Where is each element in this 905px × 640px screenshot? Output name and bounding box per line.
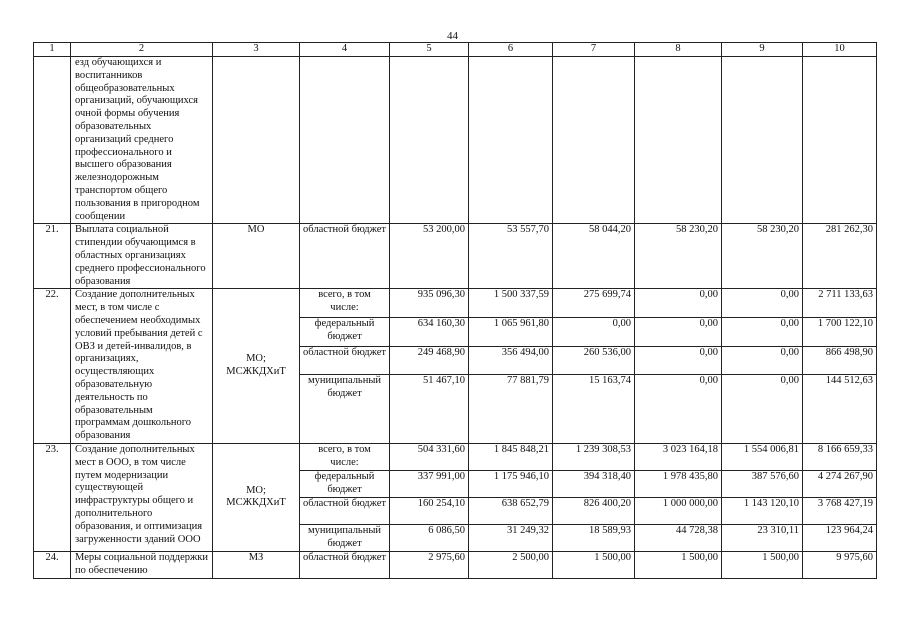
value-cell: 18 589,93	[553, 524, 635, 551]
row-executor: МЗ	[213, 551, 300, 578]
value-cell: 8 166 659,33	[803, 443, 877, 470]
value-cell: 1 500,00	[635, 551, 722, 578]
funding-source: муниципальный бюджет	[300, 524, 390, 551]
value-cell: 1 239 308,53	[553, 443, 635, 470]
value-cell: 2 500,00	[469, 551, 553, 578]
value-cell: 23 310,11	[722, 524, 803, 551]
value-cell: 58 230,20	[635, 224, 722, 289]
value-cell: 634 160,30	[390, 317, 469, 346]
value-cell: 1 000 000,00	[635, 497, 722, 524]
row-description: Создание дополнительных мест в ООО, в том числе путем модернизации существующей инфраструктуры общего и дополнительного образования, и оптимизация загруженности зданий ООО	[71, 443, 213, 551]
value-cell: 1 175 946,10	[469, 470, 553, 497]
value-cell: 9 975,60	[803, 551, 877, 578]
budget-table	[33, 42, 877, 579]
row-number: 24.	[34, 551, 71, 578]
column-header: 1	[34, 43, 71, 57]
column-number-header	[34, 43, 877, 57]
row-description: Выплата социальной стипендии обучающимся в областных организациях среднего профессионального образования	[71, 224, 213, 289]
funding-source: федеральный бюджет	[300, 317, 390, 346]
column-header: 5	[390, 43, 469, 57]
value-cell: 53 200,00	[390, 224, 469, 289]
value-cell: 826 400,20	[553, 497, 635, 524]
value-cell: 0,00	[635, 317, 722, 346]
value-cell: 0,00	[722, 289, 803, 318]
value-cell: 0,00	[635, 289, 722, 318]
row-description: Создание дополнительных мест, в том числе с обеспечением необходимых условий пребывания детей с ОВЗ и детей-инвалидов, в организациях, осуществляющих образовательную деятельность по образовательным программам дошкольного образования	[71, 289, 213, 444]
row-number: 21.	[34, 224, 71, 289]
funding-source: федеральный бюджет	[300, 470, 390, 497]
value-cell: 0,00	[722, 375, 803, 444]
value-cell: 6 086,50	[390, 524, 469, 551]
funding-source: областной бюджет	[300, 346, 390, 375]
row-number: 22.	[34, 289, 71, 444]
value-cell: 1 700 122,10	[803, 317, 877, 346]
value-cell: 15 163,74	[553, 375, 635, 444]
value-cell: 58 044,20	[553, 224, 635, 289]
value-cell: 275 699,74	[553, 289, 635, 318]
value-cell: 160 254,10	[390, 497, 469, 524]
value-cell: 356 494,00	[469, 346, 553, 375]
page-number: 44	[447, 30, 458, 42]
value-cell: 281 262,30	[803, 224, 877, 289]
value-cell: 31 249,32	[469, 524, 553, 551]
value-cell: 504 331,60	[390, 443, 469, 470]
column-header: 4	[300, 43, 390, 57]
table-row-21	[34, 224, 877, 289]
funding-source: областной бюджет	[300, 551, 390, 578]
column-header: 8	[635, 43, 722, 57]
value-cell: 123 964,24	[803, 524, 877, 551]
value-cell: 2 975,60	[390, 551, 469, 578]
value-cell: 337 991,00	[390, 470, 469, 497]
value-cell: 260 536,00	[553, 346, 635, 375]
value-cell: 58 230,20	[722, 224, 803, 289]
row-executor: МО; МСЖКДХиТ	[213, 289, 300, 444]
value-cell: 53 557,70	[469, 224, 553, 289]
value-cell: 387 576,60	[722, 470, 803, 497]
value-cell: 1 554 006,81	[722, 443, 803, 470]
table-row-22	[34, 289, 877, 318]
value-cell: 51 467,10	[390, 375, 469, 444]
value-cell: 3 768 427,19	[803, 497, 877, 524]
value-cell: 1 065 961,80	[469, 317, 553, 346]
column-header: 3	[213, 43, 300, 57]
row-executor: МО	[213, 224, 300, 289]
value-cell: 0,00	[635, 375, 722, 444]
value-cell: 0,00	[722, 346, 803, 375]
value-cell: 4 274 267,90	[803, 470, 877, 497]
funding-source: областной бюджет	[300, 224, 390, 289]
table-row-continuation	[34, 57, 877, 224]
value-cell: 638 652,79	[469, 497, 553, 524]
value-cell: 1 845 848,21	[469, 443, 553, 470]
value-cell: 144 512,63	[803, 375, 877, 444]
value-cell: 1 500,00	[553, 551, 635, 578]
value-cell: 1 500,00	[722, 551, 803, 578]
row-number: 23.	[34, 443, 71, 551]
value-cell: 2 711 133,63	[803, 289, 877, 318]
value-cell: 1 500 337,59	[469, 289, 553, 318]
row-description: езд обучающихся и воспитанников общеобразовательных организаций, обучающихся очной формы обучения образовательных организаций среднего профессионального и высшего образования железнодорожным транспортом общего пользования в пригородном сообщении	[71, 57, 213, 224]
value-cell: 866 498,90	[803, 346, 877, 375]
value-cell: 1 978 435,80	[635, 470, 722, 497]
funding-source: областной бюджет	[300, 497, 390, 524]
row-executor: МО; МСЖКДХиТ	[213, 443, 300, 551]
value-cell: 935 096,30	[390, 289, 469, 318]
value-cell: 0,00	[635, 346, 722, 375]
row-description: Меры социальной поддержки по обеспечению	[71, 551, 213, 578]
column-header: 7	[553, 43, 635, 57]
funding-source: всего, в том числе:	[300, 289, 390, 318]
funding-source: муниципальный бюджет	[300, 375, 390, 444]
value-cell: 0,00	[722, 317, 803, 346]
value-cell: 77 881,79	[469, 375, 553, 444]
column-header: 6	[469, 43, 553, 57]
funding-source: всего, в том числе:	[300, 443, 390, 470]
value-cell: 1 143 120,10	[722, 497, 803, 524]
value-cell: 0,00	[553, 317, 635, 346]
table-row-23	[34, 443, 877, 470]
value-cell: 249 468,90	[390, 346, 469, 375]
value-cell: 3 023 164,18	[635, 443, 722, 470]
value-cell: 394 318,40	[553, 470, 635, 497]
table-row-24	[34, 551, 877, 578]
column-header: 2	[71, 43, 213, 57]
value-cell: 44 728,38	[635, 524, 722, 551]
column-header: 10	[803, 43, 877, 57]
column-header: 9	[722, 43, 803, 57]
